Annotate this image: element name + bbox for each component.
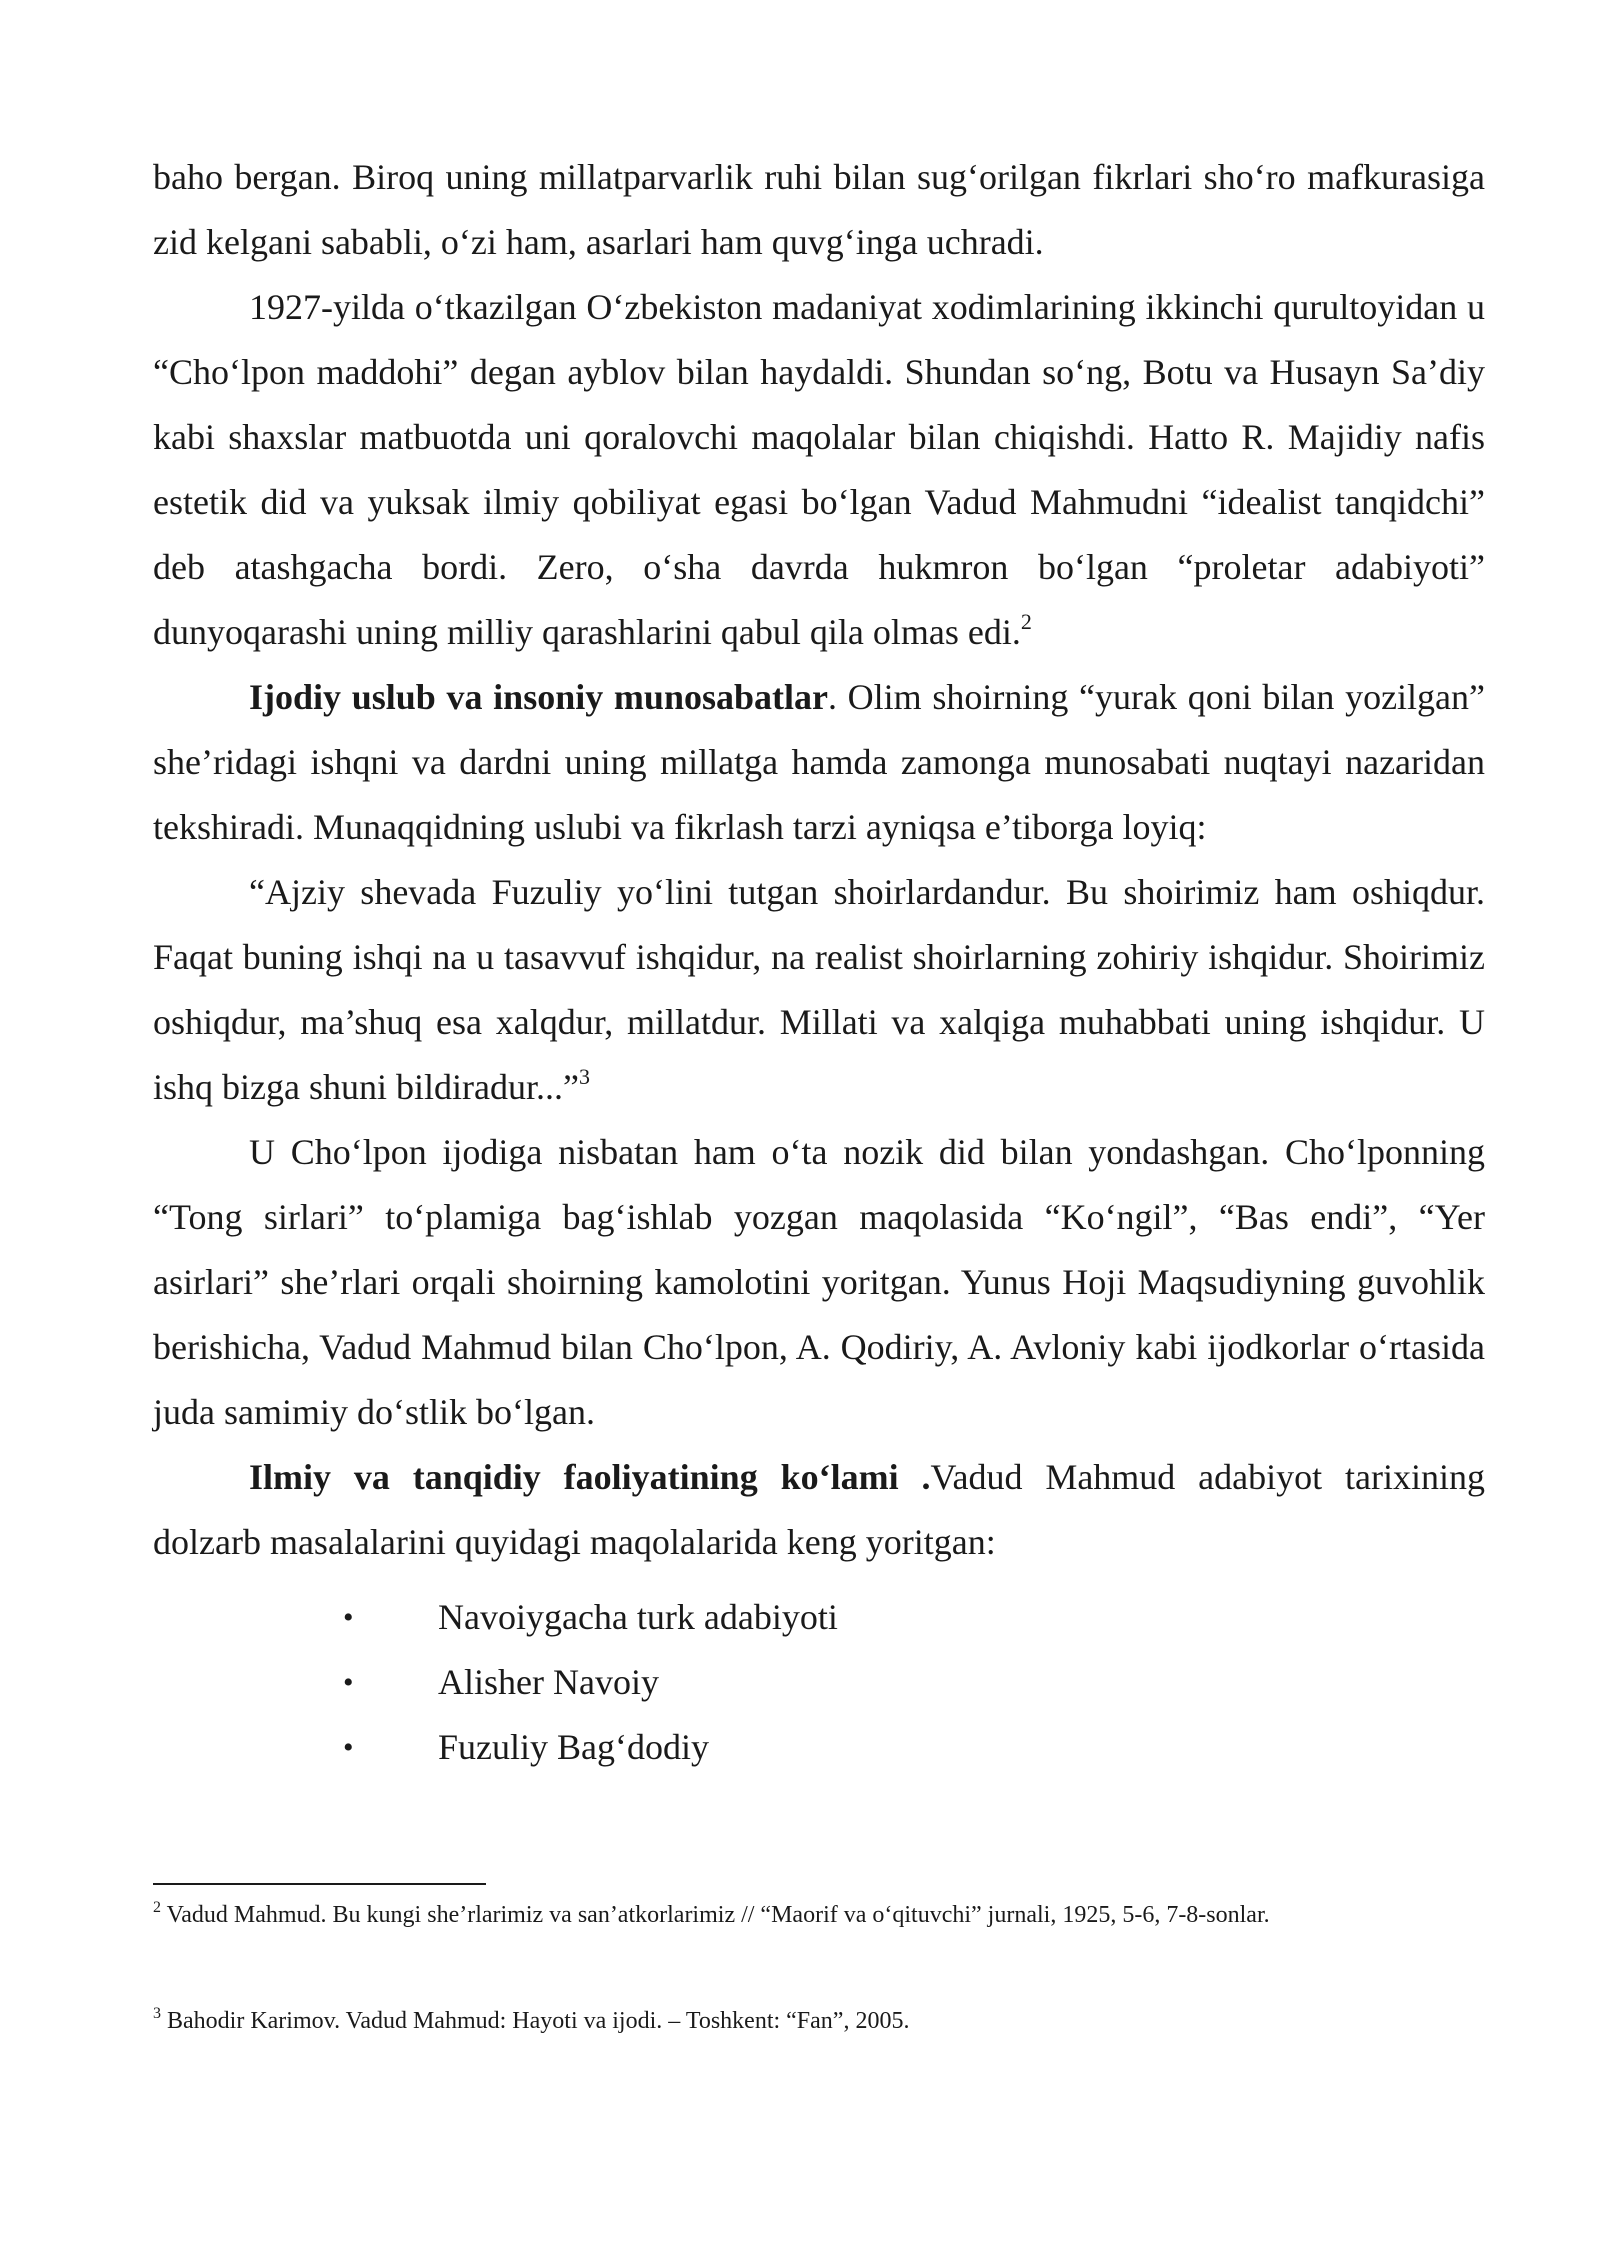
footnote-ref-3[interactable]: 3 [578,1064,590,1089]
articles-list [153,1585,1485,1780]
list-item-label: Navoiygacha turk adabiyoti [438,1597,838,1637]
footnote-separator [153,1883,486,1885]
footnote-ref-2[interactable]: 2 [1020,609,1032,634]
section-heading: Ijodiy uslub va insoniy munosabatlar [249,677,828,717]
footnote-text: Vadud Mahmud. Bu kungi she’rlarimiz va san’atkorlarimiz // “Maorif va o‘qituvchi” jurnali, 1925, 5-6, 7-8-sonlar. [161,1902,1270,1928]
paragraph-text: U Cho‘lpon ijodiga nisbatan ham o‘ta nozik did bilan yondashgan. Cho‘lponning “Tong sirlari” to‘plamiga bag‘ishlab yozgan maqolasida “Ko‘ngil”, “Bas endi”, “Yer asirlari” she’rlari orqali shoirning kamolotini yoritgan. Yunus Hoji Maqsudiyning guvohlik berishicha, Vadud Mahmud bilan Cho‘lpon, A. Qodiriy, A. Avloniy kabi ijodkorlar o‘rtasida juda samimiy do‘stlik bo‘lgan. [153,1132,1485,1432]
list-item [153,1650,1485,1715]
footnote-2 [153,1899,1270,1931]
footnote-text: Bahodir Karimov. Vadud Mahmud: Hayoti va ijodi. – Toshkent: “Fan”, 2005. [161,2008,910,2034]
paragraph-continuation [153,145,1485,275]
paragraph-activity [153,1445,1485,1575]
paragraph-text: . Olim shoirning “yurak qoni bilan yozilgan” she’ridagi ishqni va dardni uning millatga hamda zamonga munosabati nuqtayi nazaridan tekshiradi. Munaqqidning uslubi va fikrlash tarzi ayniqsa e’tiborga loyiq: [153,677,1486,847]
paragraph-text: baho bergan. Biroq uning millatparvarlik ruhi bilan sug‘orilgan fikrlari sho‘ro mafkurasiga zid kelgani sababli, o‘zi ham, asarlari ham quvg‘inga uchradi. [153,157,1485,262]
list-item [153,1585,1485,1650]
footnote-3 [153,2005,909,2037]
paragraph-cholpon [153,1120,1485,1445]
list-item-label: Fuzuliy Bag‘dodiy [438,1727,709,1767]
paragraph-persecution [153,275,1485,665]
footnote-number: 2 [153,1899,161,1916]
quote-text: “Ajziy shevada Fuzuliy yo‘lini tutgan shoirlardandur. Bu shoirimiz ham oshiqdur. Faqat buning ishqi na u tasavvuf ishqidur, na realist shoirlarning zohiriy ishqidur. Shoirimiz oshiqdur, ma’shuq esa xalqdur, millatdur. Millati va xalqiga muhabbati uning ishqidur. U ishq bizga shuni bildiradur...” [153,872,1485,1107]
paragraph-quote [153,860,1485,1120]
list-item-label: Alisher Navoiy [438,1662,659,1702]
bullet-icon: • [343,1666,354,1699]
bullet-icon: • [343,1601,354,1634]
paragraph-text: 1927-yilda o‘tkazilgan O‘zbekiston madaniyat xodimlarining ikkinchi qurultoyidan u “Cho‘lpon maddohi” degan ayblov bilan haydaldi. Shundan so‘ng, Botu va Husayn Sa’diy kabi shaxslar matbuotda uni qoralovchi maqolalar bilan chiqishdi. Hatto R. Majidiy nafis estetik did va yuksak ilmiy qobiliyat egasi bo‘lgan Vadud Mahmudni “idealist tanqidchi” deb atashgacha bordi. Zero, o‘sha davrda hukmron bo‘lgan “proletar adabiyoti” dunyoqarashi uning milliy qarashlarini qabul qila olmas edi. [153,287,1485,652]
footnote-number: 3 [153,2005,161,2022]
paragraph-text: Vadud Mahmud adabiyot tarixining dolzarb masalalarini quyidagi maqolalarida keng yoritgan: [153,1457,1485,1562]
bullet-icon: • [343,1731,354,1764]
paragraph-style [153,665,1485,860]
list-item [153,1715,1485,1780]
document-page [153,145,1485,1780]
section-heading: Ilmiy va tanqidiy faoliyatining ko‘lami . [249,1457,931,1497]
